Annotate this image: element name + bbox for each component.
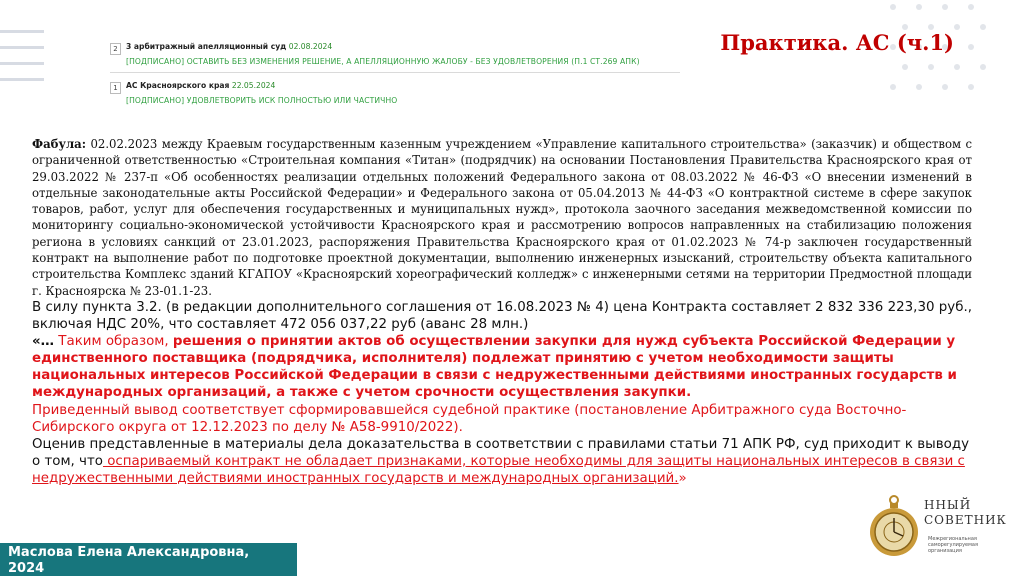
author-name: Маслова Елена Александровна, <box>8 545 250 560</box>
case-row-appeal[interactable] <box>110 42 680 73</box>
court-name: АС Красноярского края <box>126 81 230 90</box>
author-year: 2024 <box>8 561 45 576</box>
decorative-dot <box>928 64 934 70</box>
fabula-label: Фабула: <box>32 137 87 151</box>
quote-close-mark: » <box>678 470 687 486</box>
quote-open-mark: «… <box>32 334 55 350</box>
slide-title: Практика. АС (ч.1) <box>720 30 954 55</box>
decorative-dot <box>980 24 986 30</box>
logo-wordmark: ННЫЙ СОВЕТНИК <box>924 498 1007 527</box>
case-number-badge: 1 <box>110 82 121 94</box>
case-result: [ПОДПИСАНО] ОСТАВИТЬ БЕЗ ИЗМЕНЕНИЯ РЕШЕНИЕ, А АПЕЛЛЯЦИОННУЮ ЖАЛОБУ - БЕЗ УДОВЛЕТВОРЕНИЯ (П.1 СТ.269 АПК) <box>126 57 640 66</box>
case-history-list <box>110 42 680 115</box>
slide-body <box>32 136 972 487</box>
quote-plain: Таким образом, <box>54 334 173 350</box>
logo-subtitle: Межрегиональная саморегулируемая организация <box>928 536 978 554</box>
case-row-first-instance[interactable] <box>110 81 680 115</box>
decorative-dot <box>968 4 974 10</box>
decorative-dot <box>968 44 974 50</box>
fabula-text: 02.02.2023 между Краевым государственным казенным учреждением «Управление капитального строительства» (заказчик) и обществом с ограниченной ответственностью «Строительная компания «Титан» (подрядчик) на основании Постановления Правительства Красноярского края от 29.03.2022 № 237-п «Об особенностях реализации отдельных положений Федерального закона от 08.03.2022 № 46-ФЗ «О внесении изменений в отдельные законодательные акты Российской Федерации» и Федерального закона от 05.04.2013 № 44-ФЗ «О контрактной системе в сфере закупок товаров, работ, услуг для обеспечения государственных и муниципальных нужд», протокола заочного заседания межведомственной комиссии по мониторингу социально-экономической устойчивости Красноярского края и рассмотрению вопросов направленных на стабилизацию положения региона в условиях санкций от 23.01.2023, распоряжения Правительства Красноярского края от 01.02.2023 № 74-р заключен государственный контракт на выполнение работ по подготовке проектной документации, выполнению инженерных изысканий, строительству объекта капитального строительства Комплекс зданий КГАПОУ «Красноярский хореографический колледж» с инженерными сетями на территории Предмостной площади г. Красноярска № 23-01.1-23. <box>32 137 972 298</box>
price-paragraph: В силу пункта 3.2. (в редакции дополнительного соглашения от 16.08.2023 № 4) цена Контракта составляет 2 832 336 223,30 руб., включая НДС 20%, что составляет 472 056 037,22 руб (аванс 28 млн.) <box>32 299 972 333</box>
case-number-badge: 2 <box>110 43 121 55</box>
quote-paragraph <box>32 333 972 401</box>
case-result: [ПОДПИСАНО] УДОВЛЕТВОРИТЬ ИСК ПОЛНОСТЬЮ ИЛИ ЧАСТИЧНО <box>126 96 398 105</box>
organization-logo <box>858 490 1018 570</box>
decorative-dots <box>890 4 1010 114</box>
decorative-dot <box>968 84 974 90</box>
decorative-dot <box>954 64 960 70</box>
conclusion-start: Оценив представленные в материалы дела доказательства в соответствии с правилами статьи 71 АПК РФ, суд приходит к выводу о том, что <box>32 436 970 469</box>
decorative-dot <box>942 4 948 10</box>
decorative-dot <box>902 64 908 70</box>
decorative-dot <box>916 84 922 90</box>
fabula-paragraph <box>32 136 972 299</box>
decorative-dot <box>954 24 960 30</box>
decorative-dot <box>942 84 948 90</box>
practice-paragraph: Приведенный вывод соответствует сформировавшейся судебной практике (постановление Арбитражного суда Восточно-Сибирского округа от 12.12.2023 по делу № А58-9910/2022). <box>32 402 907 435</box>
author-footer <box>0 543 297 576</box>
decorative-dot <box>890 4 896 10</box>
decorative-dot <box>980 64 986 70</box>
case-date: 02.08.2024 <box>288 42 333 51</box>
pocket-watch-icon <box>866 494 922 558</box>
decorative-dot <box>916 4 922 10</box>
decorative-lines <box>0 30 44 94</box>
quote-bold: решения о принятии актов об осуществлении закупки для нужд субъекта Российской Федерации у единственного поставщика (подрядчика, исполнителя) подлежат принятию с учетом необходимости защиты национальных интересов Российской Федерации в связи с недружественными действиями иностранных государств и международных организаций, а также с учетом срочности осуществления закупки. <box>32 334 957 401</box>
case-date: 22.05.2024 <box>231 81 276 90</box>
conclusion-paragraph <box>32 436 972 487</box>
conclusion-underlined: оспариваемый контракт не обладает признаками, которые необходимы для защиты национальных интересов в связи с недружественными действиями иностранных государств и международных организаций. <box>32 453 965 486</box>
court-name: 3 арбитражный апелляционный суд <box>126 42 287 51</box>
decorative-dot <box>890 84 896 90</box>
